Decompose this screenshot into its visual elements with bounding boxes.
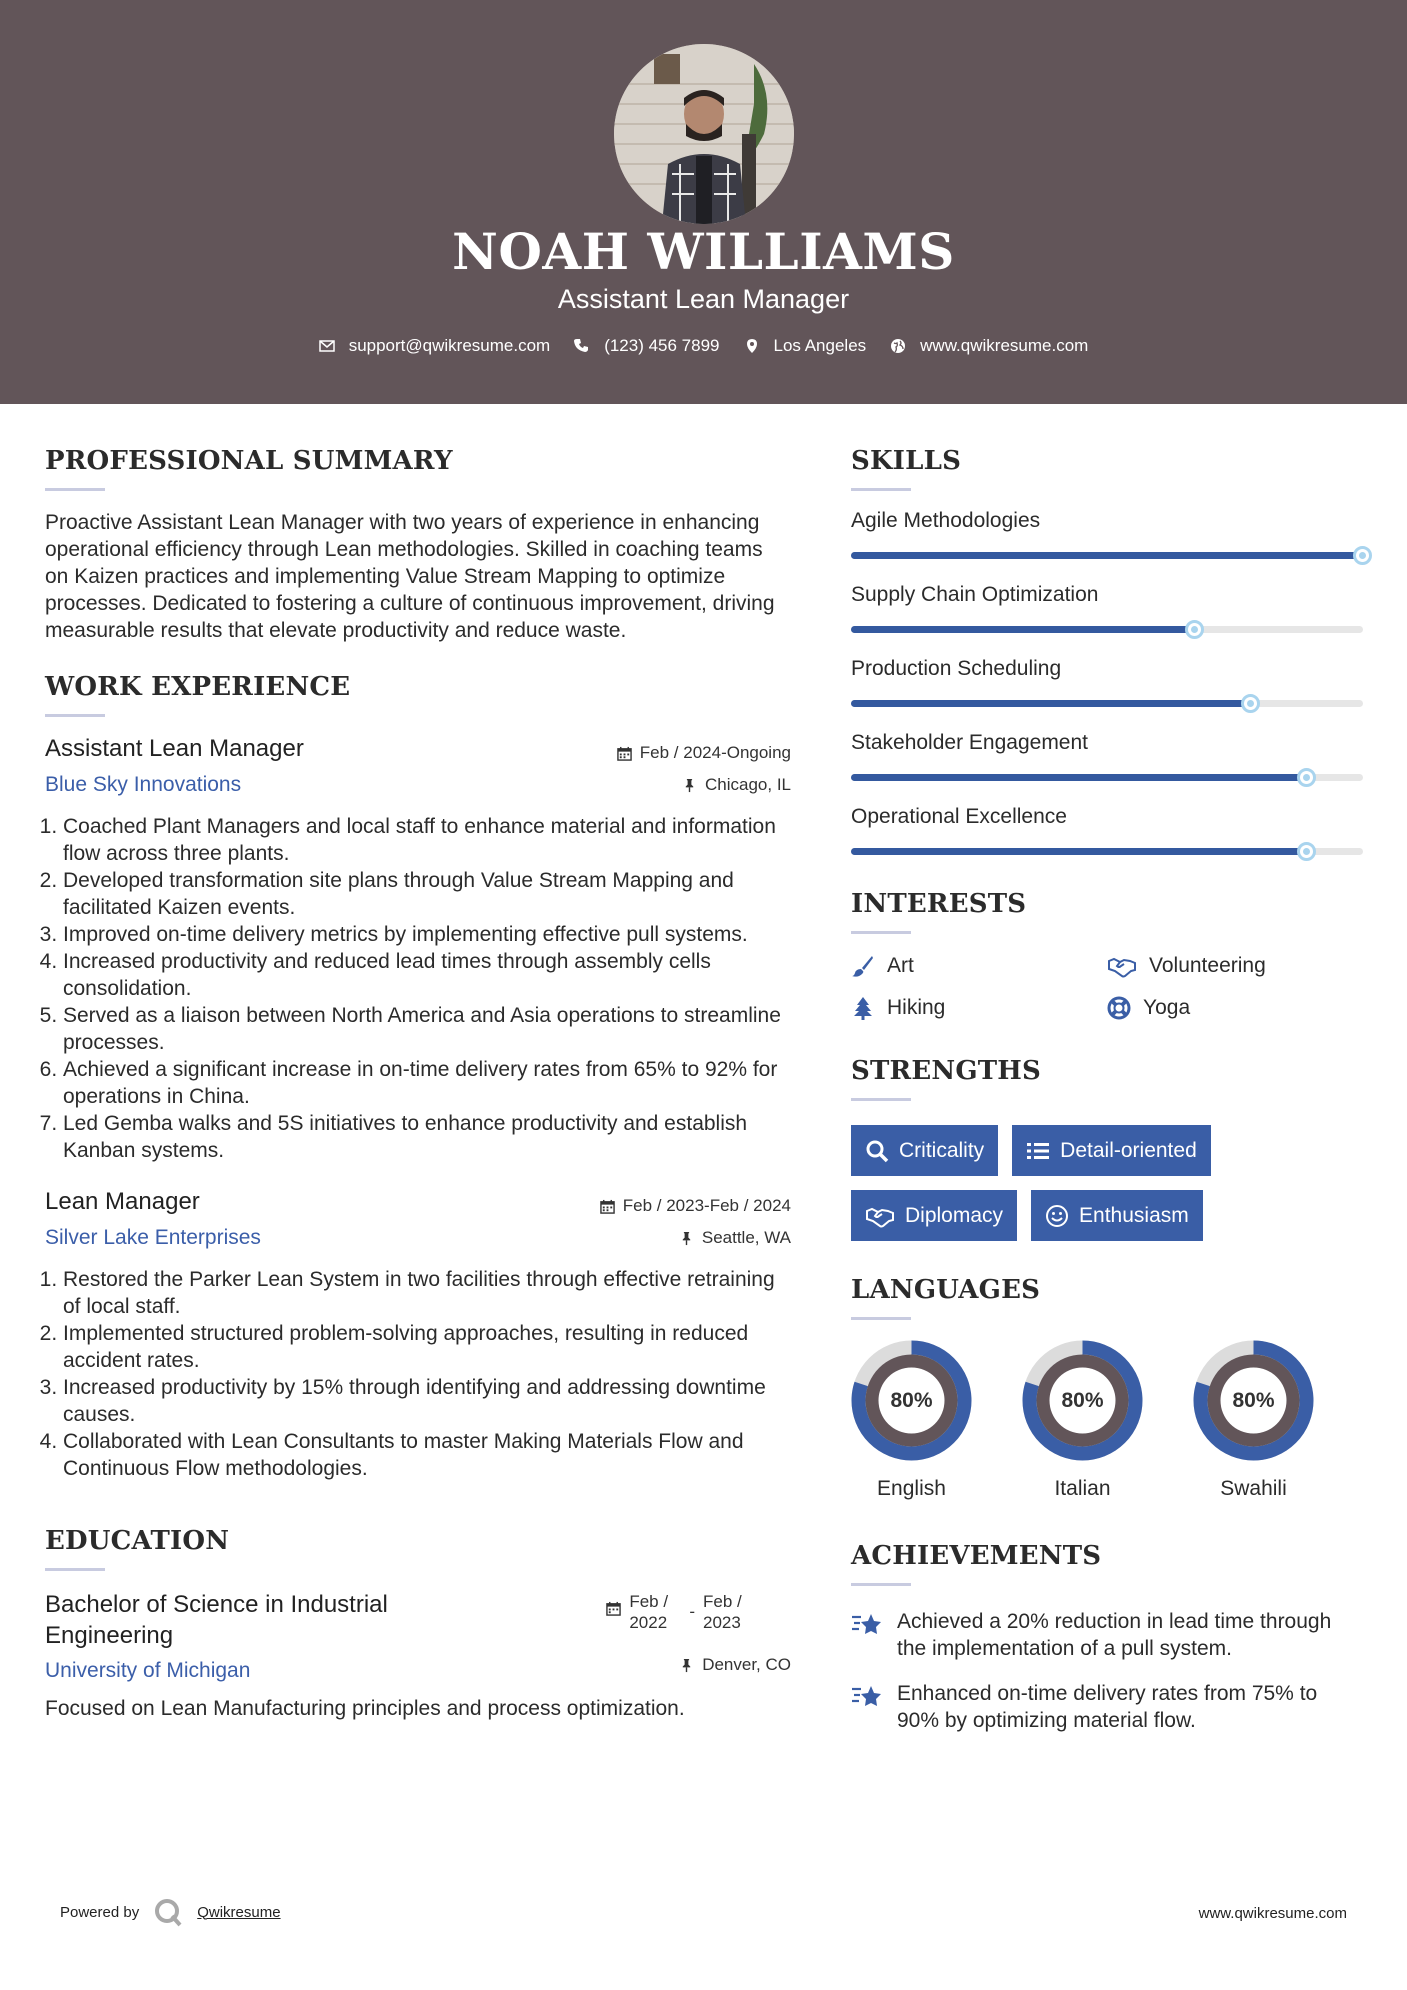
contact-website-text: www.qwikresume.com (920, 336, 1089, 355)
skill-item (851, 583, 1365, 633)
job-bullet: 4. Increased productivity and reduced lead times through assembly cells consolidation. (63, 948, 791, 1002)
job-dates (600, 1196, 791, 1216)
contact-location-text: Los Angeles (773, 336, 867, 355)
section-divider (851, 1098, 911, 1101)
strength-label: Detail-oriented (1060, 1138, 1197, 1162)
job-bullet: 3. Improved on-time delivery metrics by implementing effective pull systems. (63, 921, 791, 948)
calendar-icon (600, 1199, 615, 1214)
left-column (45, 446, 791, 1722)
phone-icon (574, 338, 590, 354)
interest-item (851, 996, 1107, 1020)
section-divider (45, 488, 105, 491)
contact-phone-text: (123) 456 7899 (604, 336, 720, 355)
skill-bar-knob (1297, 842, 1316, 861)
section-divider (45, 1568, 105, 1571)
skills-section (851, 446, 1365, 855)
job-dates (617, 743, 791, 763)
language-ring (1022, 1340, 1143, 1461)
interests-section (851, 889, 1365, 1020)
education-location (679, 1655, 791, 1675)
skill-label: Production Scheduling (851, 657, 1062, 680)
achievement-item (851, 1680, 1365, 1734)
strengths-heading: STRENGTHS (851, 1056, 1042, 1086)
job-bullet: 1. Coached Plant Managers and local staff to enhance material and information flow across three plants. (63, 813, 791, 867)
strength-label: Criticality (899, 1138, 985, 1162)
candidate-title: Assistant Lean Manager (557, 284, 850, 314)
section-divider (851, 1583, 911, 1586)
job-bullets (45, 813, 791, 1164)
job-bullet: 2. Developed transformation site plans through Value Stream Mapping and facilitated Kaizen events. (63, 867, 791, 921)
achievement-text: Achieved a 20% reduction in lead time through the implementation of a pull system. (897, 1610, 1332, 1660)
education-dates (606, 1591, 755, 1633)
job-location-text: Seattle, WA (701, 1228, 791, 1247)
interests-heading: INTERESTS (851, 889, 1027, 919)
footer-website[interactable]: www.qwikresume.com (1198, 1905, 1347, 1922)
interests-list (851, 954, 1365, 1020)
job-location (682, 775, 791, 795)
calendar-icon (617, 746, 632, 761)
job-entry (45, 1188, 791, 1482)
contact-email[interactable] (319, 336, 551, 356)
skill-bar-fill (851, 626, 1194, 633)
languages-section (851, 1275, 1365, 1501)
education-school: University of Michigan (45, 1659, 251, 1682)
job-bullets (45, 1266, 791, 1482)
language-percent: 80% (1061, 1388, 1104, 1412)
language-name: English (877, 1477, 946, 1500)
job-company: Silver Lake Enterprises (45, 1226, 261, 1249)
job-company: Blue Sky Innovations (45, 773, 242, 796)
interest-label: Art (887, 954, 914, 977)
skill-bar-knob (1297, 768, 1316, 787)
list-icon (1026, 1139, 1050, 1163)
contact-email-text: support@qwikresume.com (348, 336, 551, 355)
experience-heading: WORK EXPERIENCE (45, 672, 351, 702)
skill-item (851, 657, 1365, 707)
candidate-name: NOAH WILLIAMS (452, 222, 955, 281)
contact-phone[interactable] (574, 336, 719, 356)
language-percent: 80% (890, 1388, 933, 1412)
profile-photo (614, 44, 794, 224)
experience-section (45, 672, 791, 1482)
language-name: Swahili (1220, 1477, 1287, 1500)
skill-item (851, 731, 1365, 781)
job-bullet: 7. Led Gemba walks and 5S initiatives to enhance productivity and establish Kanban systems. (63, 1110, 791, 1164)
job-bullet: 3. Increased productivity by 15% through identifying and addressing downtime causes. (63, 1374, 791, 1428)
achievement-text: Enhanced on-time delivery rates from 75% to 90% by optimizing material flow. (897, 1682, 1318, 1732)
lifebuoy-icon (1107, 996, 1131, 1020)
language-item (1022, 1340, 1143, 1501)
contact-website[interactable] (890, 336, 1088, 356)
skill-bar-fill (851, 848, 1307, 855)
languages-heading: LANGUAGES (851, 1275, 1041, 1305)
skills-list (851, 509, 1365, 855)
education-entry (45, 1589, 791, 1722)
skill-bar (851, 848, 1363, 855)
right-column (851, 446, 1365, 1734)
language-ring (1193, 1340, 1314, 1461)
tree-icon (851, 996, 875, 1020)
language-item (851, 1340, 972, 1501)
shooting-star-icon (851, 1680, 883, 1712)
interest-label: Hiking (887, 996, 946, 1019)
skill-label: Stakeholder Engagement (851, 731, 1088, 754)
achievements-section (851, 1541, 1365, 1734)
language-item (1193, 1340, 1314, 1501)
shooting-star-icon (851, 1608, 883, 1640)
interest-item (851, 954, 1107, 978)
job-location-text: Chicago, IL (705, 775, 791, 794)
skill-bar-fill (851, 774, 1307, 781)
pushpin-icon (679, 1231, 694, 1246)
job-title: Lean Manager (45, 1188, 200, 1215)
education-date-end: Feb / 2023 (703, 1592, 742, 1632)
skill-bar-fill (851, 700, 1250, 707)
education-date-sep: - (689, 1602, 695, 1621)
job-dates-text: Feb / 2024-Ongoing (639, 743, 791, 762)
map-pin-icon (744, 338, 760, 354)
job-dates-text: Feb / 2023-Feb / 2024 (622, 1196, 791, 1215)
smile-icon (1045, 1204, 1069, 1228)
strength-chip (851, 1190, 1017, 1241)
education-degree: Bachelor of Science in Industrial Engineering (45, 1591, 388, 1649)
job-bullet: 4. Collaborated with Lean Consultants to master Making Materials Flow and Continuous Flow methodologies. (63, 1428, 791, 1482)
resume-header (0, 0, 1407, 404)
achievements-heading: ACHIEVEMENTS (851, 1541, 1102, 1571)
globe-icon (890, 338, 906, 354)
skill-item (851, 805, 1365, 855)
job-bullet: 1. Restored the Parker Lean System in two facilities through effective retraining of local staff. (63, 1266, 791, 1320)
handshake-icon (865, 1204, 895, 1228)
interest-item (1107, 954, 1363, 978)
skill-label: Agile Methodologies (851, 509, 1041, 532)
interest-item (1107, 996, 1363, 1020)
skill-label: Operational Excellence (851, 805, 1067, 828)
brand-link[interactable]: Qwikresume (197, 1903, 281, 1921)
section-divider (45, 714, 105, 717)
skill-label: Supply Chain Optimization (851, 583, 1099, 606)
pushpin-icon (682, 778, 697, 793)
strength-chip (1012, 1125, 1211, 1176)
summary-section (45, 446, 791, 644)
strength-chip (1031, 1190, 1203, 1241)
envelope-icon (319, 338, 335, 354)
footer-powered-by (60, 1897, 281, 1927)
strength-label: Enthusiasm (1079, 1203, 1189, 1227)
handshake-icon (1107, 954, 1137, 978)
paintbrush-icon (851, 954, 875, 978)
job-bullet: 6. Achieved a significant increase in on-time delivery rates from 65% to 92% for operations in China. (63, 1056, 791, 1110)
strengths-section (851, 1056, 1365, 1241)
skills-heading: SKILLS (851, 446, 962, 476)
job-bullet: 5. Served as a liaison between North America and Asia operations to streamline processes. (63, 1002, 791, 1056)
strengths-list (851, 1125, 1365, 1241)
calendar-icon (606, 1601, 621, 1616)
skill-bar (851, 626, 1363, 633)
job-title: Assistant Lean Manager (45, 735, 304, 762)
skill-bar (851, 552, 1363, 559)
education-date-start: Feb / 2022 (629, 1592, 669, 1632)
skill-bar-knob (1241, 694, 1260, 713)
skill-bar-knob (1185, 620, 1204, 639)
pushpin-icon (679, 1658, 694, 1673)
achievement-item (851, 1608, 1365, 1662)
search-icon (865, 1139, 889, 1163)
interest-label: Volunteering (1149, 954, 1266, 977)
interest-label: Yoga (1143, 996, 1191, 1019)
strength-chip (851, 1125, 998, 1176)
language-ring (851, 1340, 972, 1461)
contact-location (744, 336, 867, 356)
skill-item (851, 509, 1365, 559)
qwikresume-logo-icon (153, 1897, 183, 1927)
education-location-text: Denver, CO (702, 1655, 791, 1674)
language-name: Italian (1054, 1477, 1111, 1500)
strength-label: Diplomacy (905, 1203, 1004, 1227)
job-location (679, 1228, 791, 1248)
job-bullet: 2. Implemented structured problem-solving approaches, resulting in reduced accident rates. (63, 1320, 791, 1374)
language-percent: 80% (1232, 1388, 1275, 1412)
powered-by-label: Powered by (60, 1903, 140, 1921)
job-entry (45, 735, 791, 1164)
skill-bar-knob (1353, 546, 1372, 565)
skill-bar (851, 700, 1363, 707)
section-divider (851, 931, 911, 934)
contact-bar (0, 336, 1407, 356)
skill-bar (851, 774, 1363, 781)
education-description: Focused on Lean Manufacturing principles and process optimization. (45, 1697, 685, 1720)
education-section (45, 1526, 791, 1722)
section-divider (851, 488, 911, 491)
languages-list (851, 1340, 1365, 1501)
skill-bar-fill (851, 552, 1363, 559)
education-heading: EDUCATION (45, 1526, 230, 1556)
section-divider (851, 1317, 911, 1320)
summary-text: Proactive Assistant Lean Manager with two years of experience in enhancing operational efficiency through Lean methodologies. Skilled in coaching teams on Kaizen practices and implementing Value Stream Mapping to optimize processes. Dedicated to fostering a culture of continuous improvement, driving measurable results that elevate productivity and reduce waste. (45, 511, 775, 642)
summary-heading: PROFESSIONAL SUMMARY (45, 446, 453, 476)
